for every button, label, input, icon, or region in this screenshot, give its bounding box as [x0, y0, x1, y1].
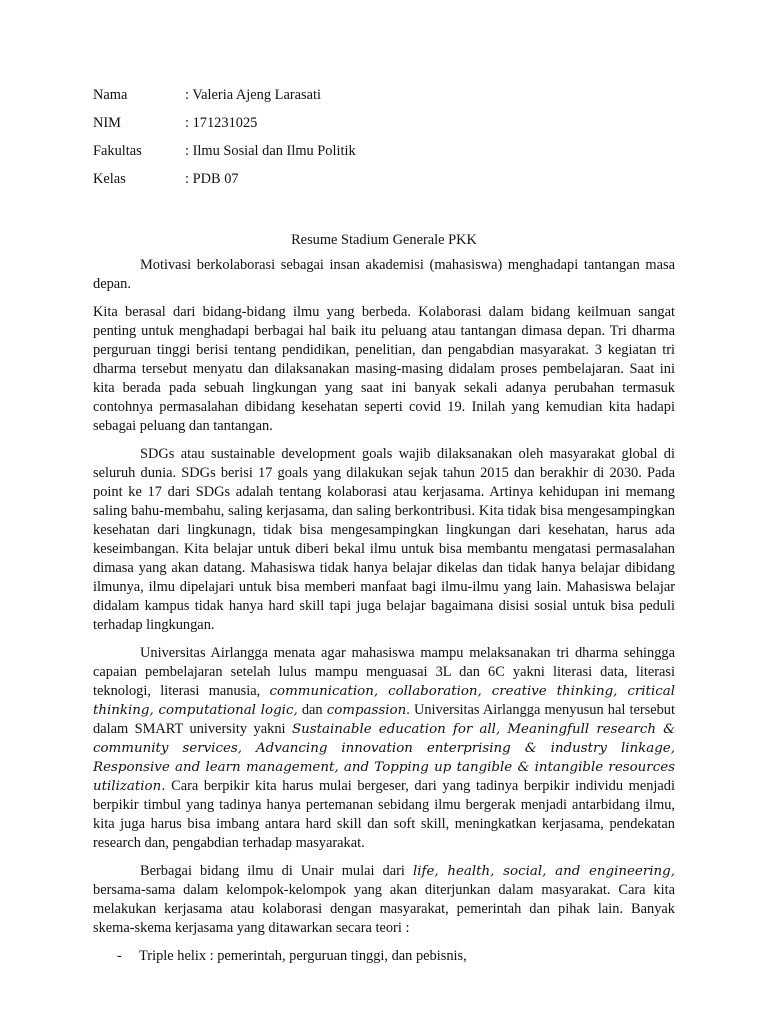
identity-value: : Ilmu Sosial dan Ilmu Politik — [185, 143, 356, 159]
identity-label: Kelas — [93, 171, 126, 187]
bullet-text: Triple helix : pemerintah, perguruan tinggi, dan pebisnis, — [139, 948, 467, 964]
identity-row-kelas — [93, 170, 675, 198]
bullet-item — [93, 947, 675, 966]
paragraph-5 — [93, 862, 675, 938]
identity-row-nim — [93, 114, 675, 142]
paragraph-4-text: . Universitas Airlangga menyusun hal tersebut dalam SMART university yakni — [93, 702, 675, 737]
identity-value: : 171231025 — [185, 115, 258, 131]
paragraph-2: Kita berasal dari bidang-bidang ilmu yang berbeda. Kolaborasi dalam bidang keilmuan sangat penting untuk menghadapi berbagai hal baik itu peluang atau tantangan dimasa depan. Tri dharma perguruan tinggi berisi tentang pendidikan, penelitian, dan pengabdian masyarakat. 3 kegiatan tri dharma tersebut menyatu dan dilaksanakan masing-masing didalam proses pembelajaran. Saat ini kita berada pada sebuah lingkungan yang saat ini banyak sekali adanya perubahan termasuk contohnya permasalahan dibidang kesehatan seperti covid 19. Inilah yang kemudian kita hadapi sebagai peluang dan tantangan. — [93, 304, 675, 434]
paragraph-4-italic: compassion — [326, 703, 407, 718]
paragraph-3: SDGs atau sustainable development goals wajib dilaksanakan oleh masyarakat global di seluruh dunia. SDGs berisi 17 goals yang dilakukan sejak tahun 2015 dan berakhir di 2030. Pada point ke 17 dari SDGs adalah tentang kolaborasi atau kerjasama. Artinya kehidupan ini memang saling bahu-membahu, saling kerjasama, dan saling berkontribusi. Kita tidak bisa mengesampingkan kesehatan dari lingkunagn, tidak bisa mengesampingkan lingkungan dari kesehatan, harus ada keseimbangan. Kita belajar untuk diberi bekal ilmu untuk bisa membantu mengatasi permasalahan dimasa yang akan datang. Mahasiswa tidak hanya belajar dikelas dan tidak hanya belajar dibidang ilmunya, ilmu dipelajari untuk bisa memberi manfaat bagi ilmu-ilmu yang lain. Mahasiswa belajar didalam kampus tidak hanya hard skill tapi juga belajar bagaimana disisi sosial untuk bisa peduli terhadap lingkungan. — [93, 446, 675, 633]
bullet-marker: - — [117, 948, 122, 964]
identity-label: Nama — [93, 87, 128, 103]
document-title: Resume Stadium Generale PKK — [291, 232, 477, 248]
identity-row-nama — [93, 86, 675, 114]
paragraph-4-text: Cara berpikir kita harus mulai bergeser, dari yang tadinya berpikir individu menjadi berpikir timbul yang tadinya hanya pertemanan sebidang ilmu bergerak menjadi antarbidang ilmu, kita juga harus bisa imbang antara hard skill dan soft skill, meningkatkan kerjasama, pendekatan research dan, pengabdian terhadap masyarakat. — [93, 778, 675, 851]
identity-label: Fakultas — [93, 143, 142, 159]
identity-row-fakultas — [93, 142, 675, 170]
paragraph-4-text: dan — [297, 702, 327, 718]
identity-value: : PDB 07 — [185, 171, 239, 187]
paragraph-5-text: bersama-sama dalam kelompok-kelompok yang akan diterjunkan dalam masyarakat. Cara kita melakukan kerjasama atau kolaborasi dengan masyarakat, pemerintah dan pihak lain. Banyak skema-skema kerjasama yang ditawarkan secara teori : — [93, 882, 675, 936]
identity-value: : Valeria Ajeng Larasati — [185, 87, 321, 103]
paragraph-4-italic: Sustainable education for all, Meaningfull research & community services, Advancing innovation enterprising & industry linkage, Responsive and learn management, and Topping up tangible & intangible resources utilization. — [93, 722, 675, 794]
paragraph-5-italic: life, health, social, and engineering, — [412, 864, 675, 879]
paragraph-4-text: Universitas Airlangga menata agar mahasiswa mampu melaksanakan tri dharma sehingga capaian pembelajaran setelah lulus mampu menguasai 3L dan 6C yakni literasi data, literasi teknologi, literasi manusia, — [93, 645, 675, 699]
paragraph-5-text: Berbagai bidang ilmu di Unair mulai dari — [140, 863, 413, 879]
paragraph-4-italic: communication, collaboration, creative thinking, critical thinking, computational logic, — [93, 684, 675, 718]
identity-label: NIM — [93, 115, 121, 131]
paragraph-4 — [93, 644, 675, 853]
identity-table — [93, 86, 675, 198]
paragraph-1: Motivasi berkolaborasi sebagai insan akademisi (mahasiswa) menghadapi tantangan masa depan. — [93, 257, 675, 292]
